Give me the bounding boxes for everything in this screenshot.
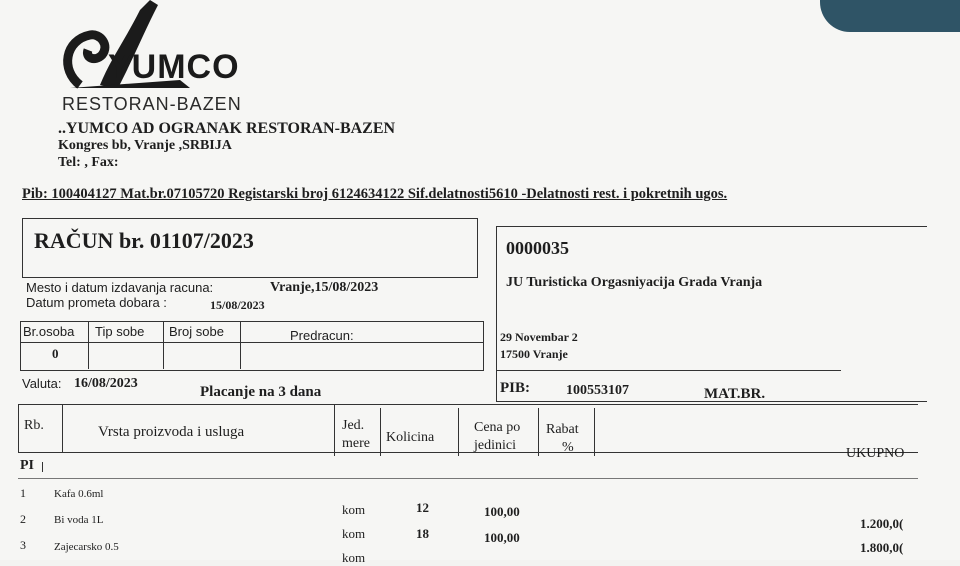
row-2-total: 1.800,0( — [860, 540, 904, 555]
row-3-rb: 3 — [20, 538, 26, 552]
issue-value: Vranje,15/08/2023 — [270, 280, 379, 295]
company-registry: Pib: 100404127 Mat.br.07105720 Registarski broj 6124634122 Sif.delatnosti5610 -Delatnosti rest. i pokretnih ugos. — [22, 186, 728, 202]
customer-divider — [496, 370, 841, 371]
header-discount-line2: % — [562, 440, 574, 455]
logo-wordmark: YUMCO — [108, 48, 240, 86]
header-price-line1: Cena po — [474, 420, 521, 435]
header-total: UKUPNO — [846, 446, 905, 461]
items-table-top — [18, 404, 918, 405]
items-group-divider — [18, 478, 918, 479]
customer-name: JU Turisticka Orgasniyacija Grada Vranja — [506, 275, 763, 290]
row-1-name: Kafa 0.6ml — [54, 488, 104, 500]
payment-terms: Placanje na 3 dana — [200, 384, 322, 400]
guest-col-divider — [163, 321, 164, 369]
invoice-title: RAČUN br. 01107/2023 — [34, 228, 254, 253]
row-2-unit: kom — [342, 526, 366, 541]
items-table-header-bottom — [18, 452, 918, 453]
guest-col-divider — [88, 321, 89, 369]
logo-subtitle: RESTORAN-BAZEN — [62, 94, 242, 114]
header-rb: Rb. — [24, 418, 44, 433]
header-price-line2: jedinici — [474, 438, 516, 453]
guest-header-room-number: Broj sobe — [169, 324, 224, 339]
customer-pib-value: 100553107 — [566, 383, 629, 398]
header-unit-line2: mere — [342, 436, 370, 451]
guest-header-persons: Br.osoba — [23, 324, 75, 339]
items-col-divider — [458, 408, 459, 456]
header-unit-line1: Jed. — [342, 418, 365, 433]
guest-table-divider — [20, 342, 483, 343]
customer-code: 0000035 — [506, 238, 569, 258]
items-col-divider — [538, 408, 539, 456]
items-col-divider — [380, 408, 381, 456]
row-1-qty: 12 — [416, 500, 429, 515]
delivery-value: 15/08/2023 — [210, 298, 265, 312]
company-name: ..YUMCO AD OGRANAK RESTORAN-BAZEN — [58, 120, 396, 137]
row-2-rb: 2 — [20, 512, 26, 526]
items-col-divider — [62, 404, 63, 452]
group-cursor-mark — [42, 462, 43, 472]
row-2-price: 100,00 — [484, 530, 520, 545]
guest-col-divider — [240, 321, 241, 369]
group-label: PI — [20, 458, 34, 473]
row-3-unit: kom — [342, 550, 366, 565]
issue-label: Mesto i datum izdavanja racuna: — [26, 280, 214, 295]
guest-value-persons: 0 — [52, 346, 59, 361]
items-col-divider — [334, 404, 335, 456]
row-1-rb: 1 — [20, 486, 26, 500]
row-2-qty: 18 — [416, 526, 429, 541]
company-address: Kongres bb, Vranje ,SRBIJA — [58, 138, 232, 153]
viewer-corner-tab — [820, 0, 960, 32]
row-3-name: Zajecarsko 0.5 — [54, 541, 119, 553]
guest-header-proforma: Predracun: — [290, 328, 354, 343]
delivery-label: Datum prometa dobara : — [26, 295, 167, 310]
items-col-divider — [594, 408, 595, 456]
row-1-total: 1.200,0( — [860, 516, 904, 531]
row-1-price: 100,00 — [484, 504, 520, 519]
customer-city: 17500 Vranje — [500, 347, 568, 361]
row-2-name: Bi voda 1L — [54, 514, 104, 526]
customer-street: 29 Novembar 2 — [500, 330, 578, 344]
customer-mat-label: MAT.BR. — [704, 386, 766, 402]
currency-value: 16/08/2023 — [74, 376, 138, 391]
header-quantity: Kolicina — [386, 430, 435, 445]
header-discount-line1: Rabat — [546, 422, 579, 437]
guest-header-room-type: Tip sobe — [95, 324, 145, 339]
currency-label: Valuta: — [22, 376, 62, 391]
company-contact: Tel: , Fax: — [58, 155, 119, 170]
items-col-divider — [18, 404, 19, 452]
row-1-unit: kom — [342, 502, 366, 517]
header-product: Vrsta proizvoda i usluga — [98, 424, 245, 440]
guest-table — [20, 321, 484, 371]
customer-pib-label: PIB: — [500, 380, 530, 396]
